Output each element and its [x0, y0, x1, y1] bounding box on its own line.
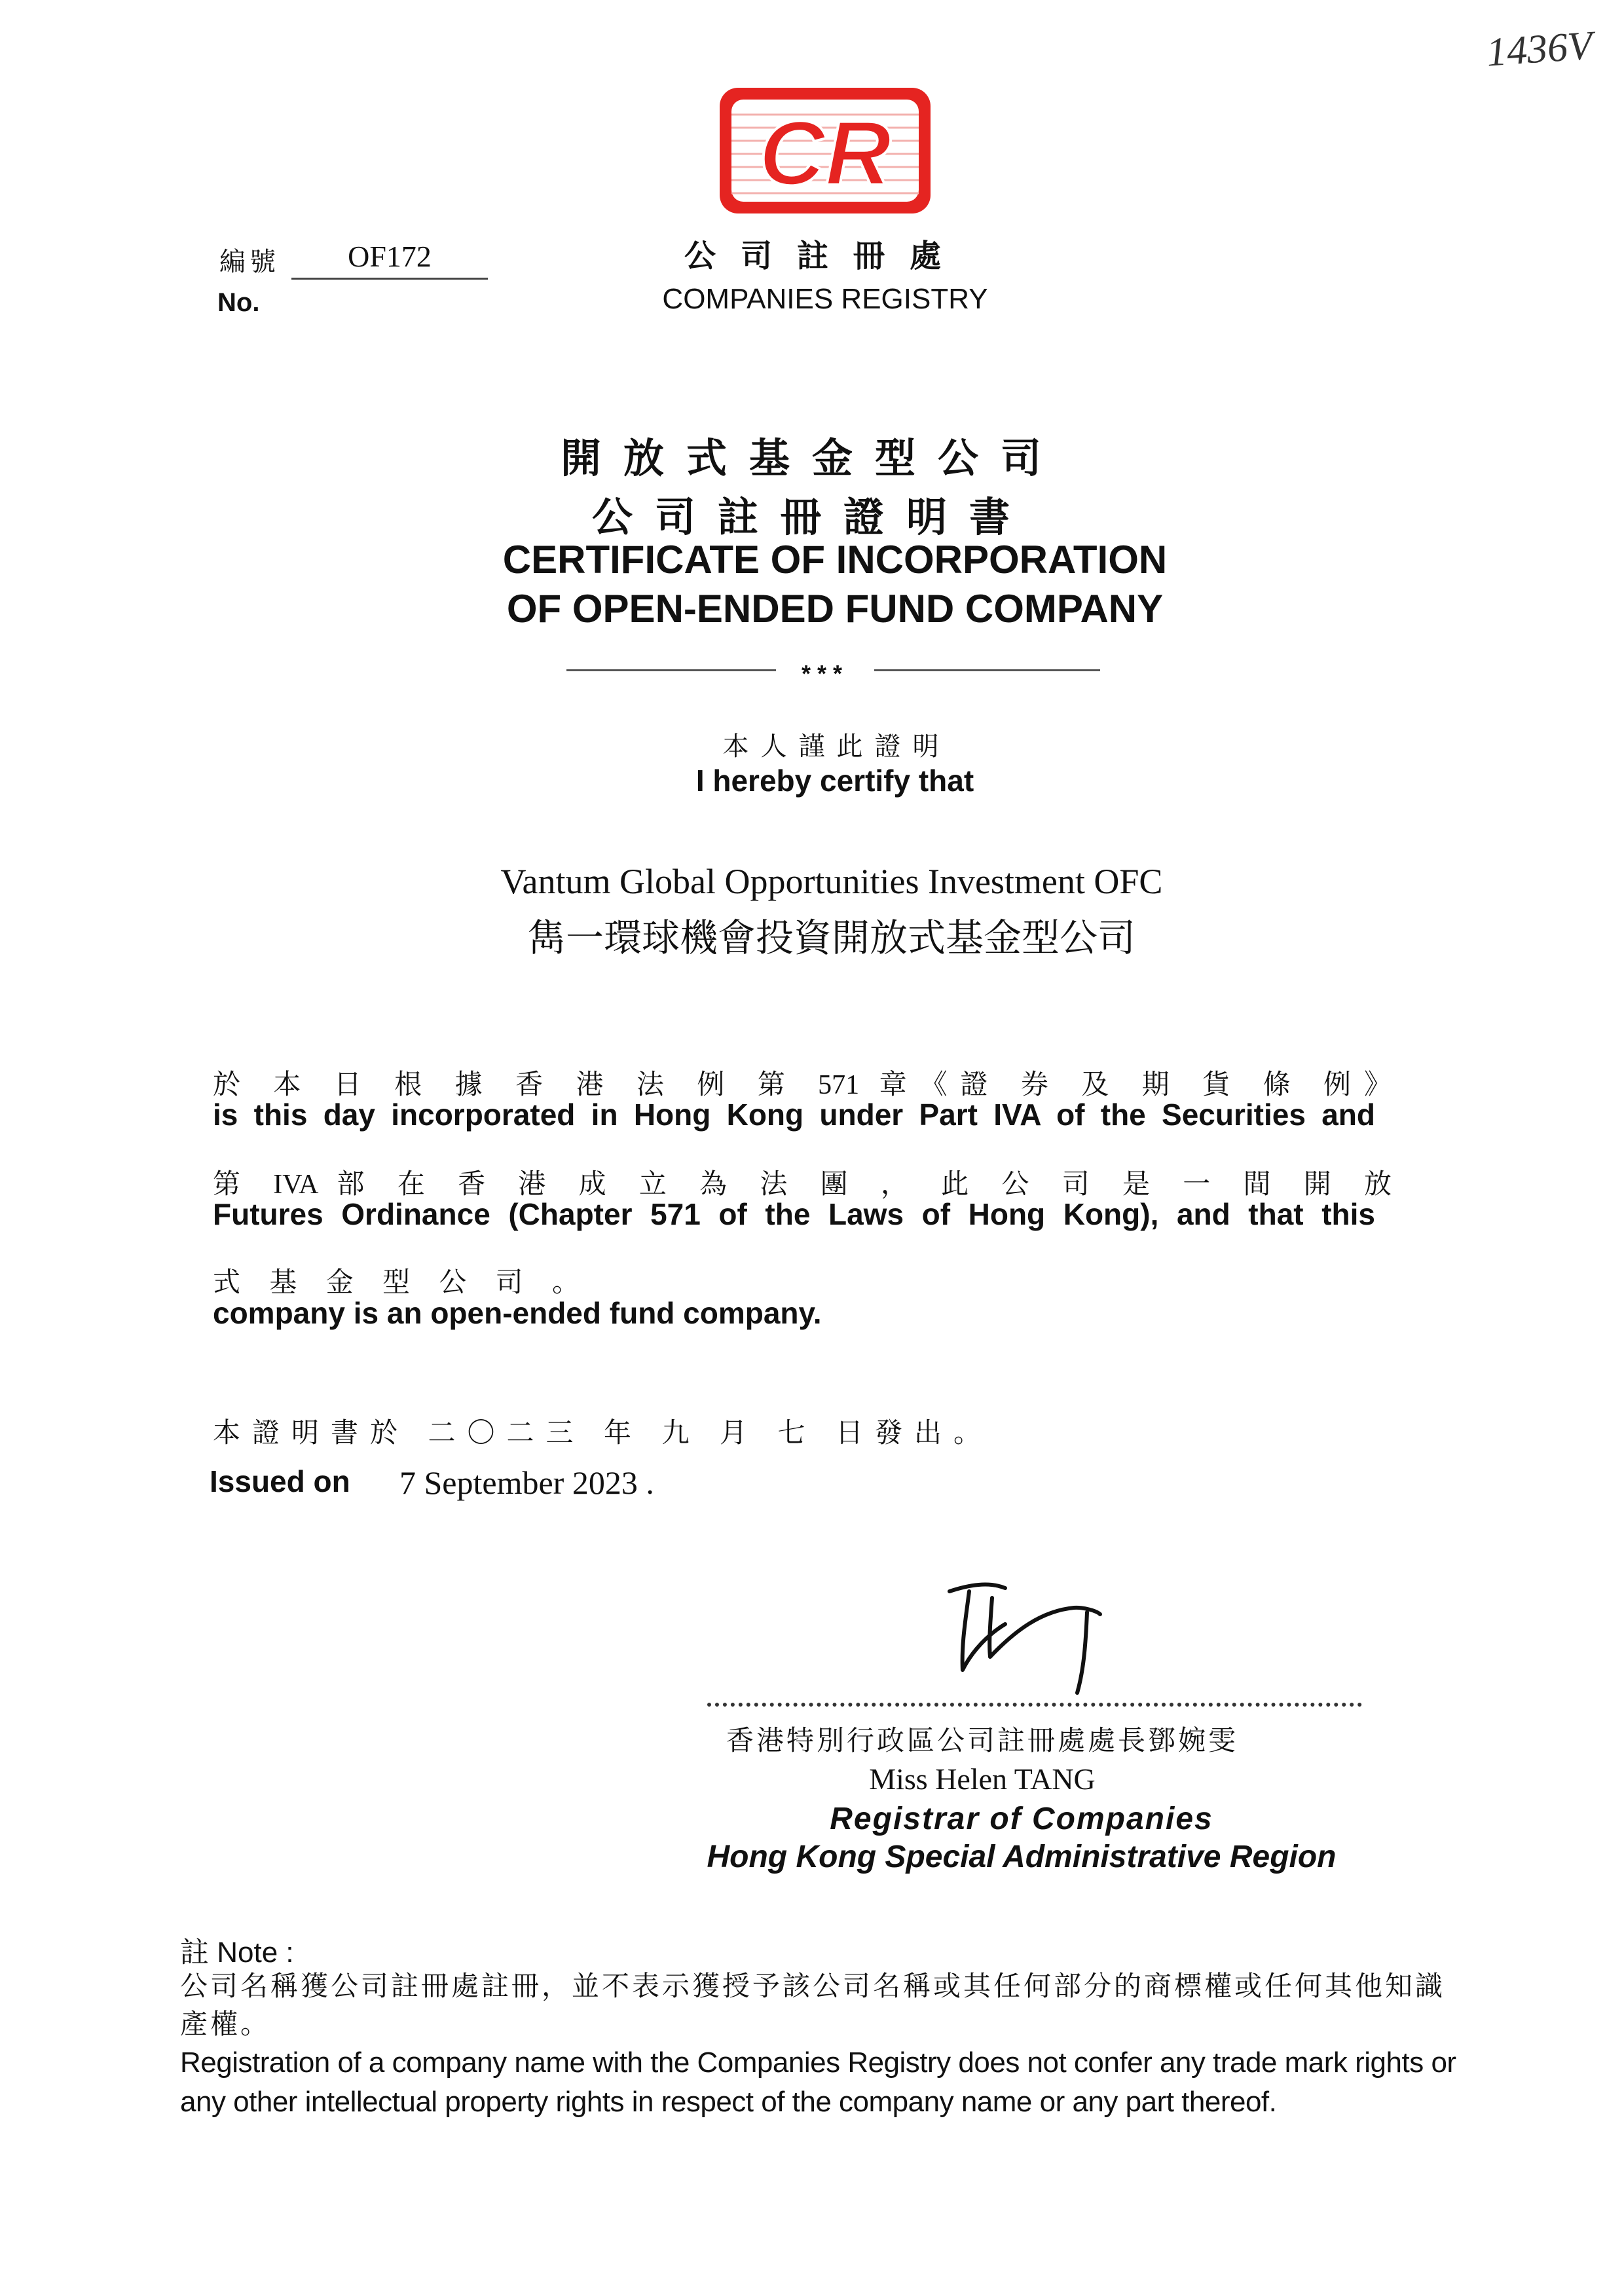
note-label: 註 Note :	[180, 1936, 294, 1969]
registrar-title-cn: 香港特別行政區公司註冊處處長鄧婉雯	[726, 1726, 1238, 1756]
body-text-en-line2: Futures Ordinance (Chapter 571 of the Laws of Hong Kong), and that this	[213, 1197, 1375, 1231]
registrar-title-en-1: Registrar of Companies	[830, 1802, 1213, 1836]
title-en-line2: OF OPEN-ENDED FUND COMPANY	[506, 587, 1164, 631]
title-cn-line2: 公司註冊證明書	[591, 496, 1032, 540]
companies-registry-logo	[717, 85, 933, 216]
separator-rule-left	[566, 669, 776, 671]
issue-date: 7 September 2023 .	[399, 1464, 654, 1501]
certify-statement-cn: 本人謹此證明	[722, 731, 951, 761]
body-text-en-line1: is this day incorporated in Hong Kong under Part IVA of the Securities and	[213, 1098, 1375, 1132]
separator-rule-right	[874, 669, 1100, 671]
certify-statement-en: I hereby certify that	[695, 764, 974, 798]
number-label-en: No.	[217, 288, 260, 317]
note-text-cn: 公司名稱獲公司註冊處註冊，並不表示獲授予該公司名稱或其任何部分的商標權或任何其他知識產權。	[180, 1972, 1446, 2040]
body-text-cn-line3: 式 基 金 型 公 司 。	[213, 1268, 580, 1298]
company-name-en: Vantum Global Opportunities Investment OFC	[500, 862, 1163, 901]
note-text-en: Registration of a company name with the Companies Registry does not confer any trade mark rights or any other intellectual property rights in respect of the company name or any part thereof.	[180, 2046, 1456, 2118]
number-label-cn: 編號	[219, 247, 280, 276]
body-text-cn-line2: 第 IVA 部 在 香 港 成 立 為 法 團 ， 此 公 司 是 一 間 開 放	[213, 1170, 1392, 1200]
registry-name-cn: 公司註冊處	[684, 239, 966, 274]
title-cn-line1: 開放式基金型公司	[560, 437, 1063, 481]
registry-name-en: COMPANIES REGISTRY	[662, 283, 988, 315]
logo-text: CR	[758, 102, 892, 204]
issued-on-label: Issued on	[210, 1464, 350, 1498]
title-en-line1: CERTIFICATE OF INCORPORATION	[502, 538, 1168, 582]
body-text-cn-line1: 於 本 日 根 據 香 港 法 例 第 571 章《證 券 及 期 貨 條 例》	[213, 1070, 1392, 1100]
body-text-en-line3: company is an open-ended fund company.	[213, 1296, 822, 1330]
signature-dotted-line	[707, 1703, 1362, 1707]
separator-stars: ***	[801, 660, 849, 687]
company-name-cn: 雋一環球機會投資開放式基金型公司	[527, 917, 1135, 959]
handwritten-reference-mark: 1436V	[1485, 23, 1595, 75]
certificate-number: OF172	[291, 239, 488, 280]
issue-statement-cn: 本證明書於 二〇二三 年 九 月 七 日發出。	[213, 1418, 993, 1449]
registrar-title-en-2: Hong Kong Special Administrative Region	[707, 1840, 1337, 1874]
registrar-signature	[943, 1572, 1113, 1703]
registrar-name: Miss Helen TANG	[869, 1762, 1096, 1796]
